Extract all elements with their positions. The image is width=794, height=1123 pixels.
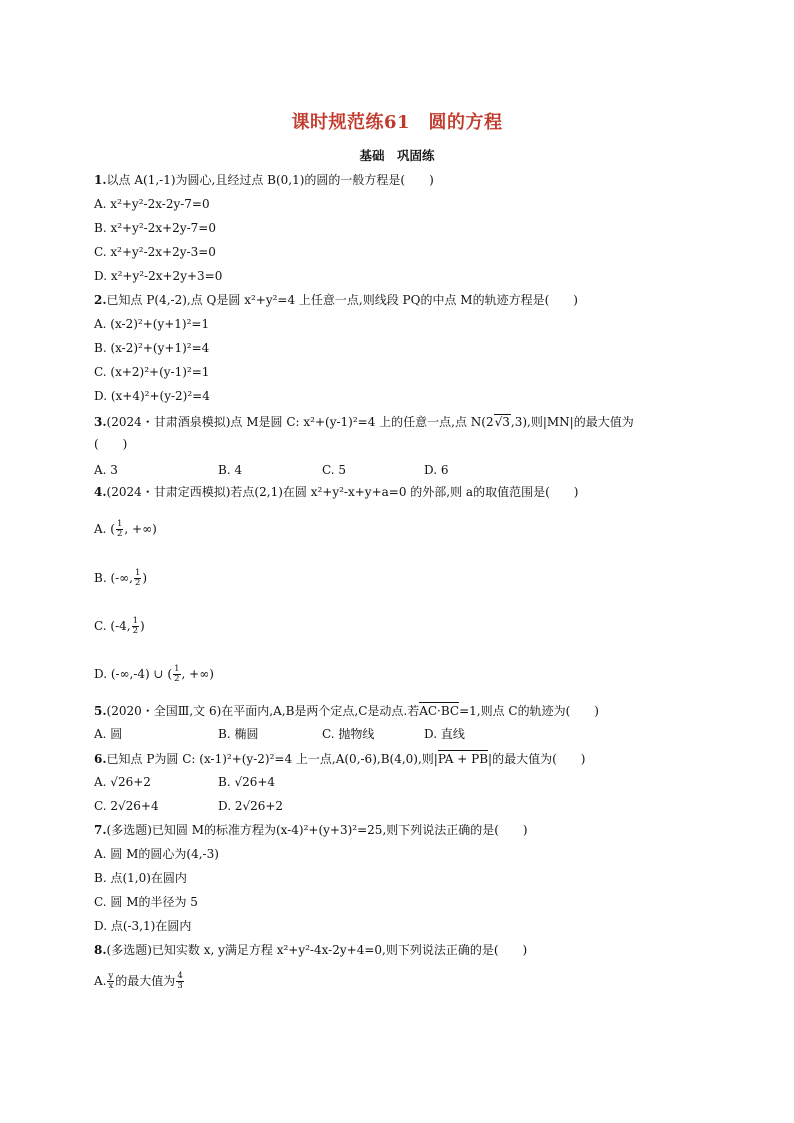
question-text-cont: |的最大值为( ) — [488, 752, 586, 766]
option-a: A. √26+2 — [94, 775, 151, 789]
section-heading: 基础 巩固练 — [359, 148, 435, 163]
question-text-cont: ,3),则|MN|的最大值为 — [510, 415, 634, 429]
option-d: D. 点(-3,1)在圆内 — [94, 919, 192, 933]
fraction — [132, 617, 139, 636]
option-d: D. 6 — [424, 463, 449, 477]
option-c: C. 5 — [322, 463, 347, 477]
question-text-cont: =1,则点 C的轨迹为( ) — [459, 704, 599, 718]
question-text: (多选题)已知圆 M的标准方程为(x-4)²+(y+3)²=25,则下列说法正确的是( ) — [106, 823, 528, 837]
answer-paren: ( ) — [94, 437, 128, 451]
option-a — [94, 972, 185, 991]
question-4 — [94, 484, 578, 500]
option-c: C. x²+y²-2x+2y-3=0 — [94, 245, 216, 259]
denominator: 2 — [135, 578, 141, 588]
option-d — [94, 665, 214, 684]
option-a: A. 圆 M的圆心为(4,-3) — [94, 847, 219, 861]
question-1 — [94, 172, 434, 188]
question-text: (2020・全国Ⅲ,文 6)在平面内,A,B是两个定点,C是动点.若 — [106, 704, 420, 718]
option-prefix: B. (-∞, — [94, 571, 133, 585]
option-d: D. (x+4)²+(y-2)²=4 — [94, 389, 210, 403]
option-prefix: A. — [94, 974, 107, 988]
question-number: 6. — [94, 752, 107, 766]
question-number: 1. — [94, 173, 107, 187]
option-prefix: D. (-∞,-4) ∪ ( — [94, 667, 173, 681]
fraction — [173, 665, 180, 684]
question-text: 已知点 P为圆 C: (x-1)²+(y-2)²=4 上一点,A(0,-6),B(4,0),则| — [106, 752, 438, 766]
question-number: 7. — [94, 823, 107, 837]
option-d: D. 2√26+2 — [218, 799, 284, 813]
numerator: 1 — [174, 664, 180, 674]
page-title: 课时规范练61 圆的方程 — [291, 112, 503, 133]
sqrt-value: √3 — [494, 415, 510, 429]
option-suffix: ) — [140, 619, 145, 633]
question-text: (多选题)已知实数 x, y满足方程 x²+y²-4x-2y+4=0,则下列说法正确的是( ) — [106, 943, 528, 957]
option-b — [94, 569, 147, 588]
option-suffix: ) — [142, 571, 148, 585]
question-text: 已知点 P(4,-2),点 Q是圆 x²+y²=4 上任意一点,则线段 PQ的中点 M的轨迹方程是( ) — [106, 293, 578, 307]
option-suffix: , +∞) — [124, 522, 157, 536]
question-2 — [94, 292, 578, 308]
question-number: 8. — [94, 943, 107, 957]
option-b: B. 点(1,0)在圆内 — [94, 871, 187, 885]
question-text: (2024・甘肃酒泉模拟)点 M是圆 C: x²+(y-1)²=4 上的任意一点,点 N(2 — [106, 415, 494, 429]
vector-product: AC·BC — [419, 704, 460, 718]
question-text: (2024・甘肃定西模拟)若点(2,1)在圆 x²+y²-x+y+a=0 的外部,则 a的取值范围是( ) — [106, 485, 579, 499]
denominator: 2 — [116, 529, 123, 539]
denominator: x — [108, 981, 114, 991]
option-a: A. (x-2)²+(y+1)²=1 — [94, 317, 210, 331]
option-a — [94, 520, 157, 539]
denominator: 2 — [132, 626, 138, 636]
option-a: A. 圆 — [94, 727, 123, 741]
option-c: C. 圆 M的半径为 5 — [94, 895, 198, 909]
question-number: 4. — [94, 485, 107, 499]
fraction — [176, 972, 183, 991]
question-number: 5. — [94, 704, 107, 718]
option-b: B. 4 — [218, 463, 243, 477]
numerator: 1 — [132, 616, 138, 626]
option-c: C. 抛物线 — [322, 727, 375, 741]
option-suffix: , +∞) — [181, 667, 214, 681]
question-8 — [94, 942, 527, 958]
option-b: B. x²+y²-2x+2y-7=0 — [94, 221, 216, 235]
option-b: B. √26+4 — [218, 775, 276, 789]
numerator: 1 — [116, 519, 123, 529]
question-7 — [94, 822, 528, 838]
option-a: A. x²+y²-2x-2y-7=0 — [94, 197, 210, 211]
option-d: D. 直线 — [424, 727, 465, 741]
question-3 — [94, 414, 634, 430]
option-c — [94, 617, 145, 636]
question-6 — [94, 750, 585, 767]
fraction — [116, 520, 123, 539]
option-b: B. 椭圆 — [218, 727, 259, 741]
question-number: 3. — [94, 415, 107, 429]
option-a: A. 3 — [94, 463, 118, 477]
option-b: B. (x-2)²+(y+1)²=4 — [94, 341, 210, 355]
numerator: y — [108, 971, 114, 981]
option-prefix: C. (-4, — [94, 619, 131, 633]
option-c: C. 2√26+4 — [94, 799, 159, 813]
fraction — [107, 972, 114, 991]
numerator: 4 — [177, 971, 183, 981]
fraction — [134, 569, 141, 588]
denominator: 3 — [177, 981, 183, 991]
option-text: 的最大值为 — [115, 974, 176, 988]
numerator: 1 — [135, 568, 141, 578]
question-5 — [94, 702, 599, 719]
denominator: 2 — [174, 674, 180, 684]
option-prefix: A. ( — [94, 522, 115, 536]
question-number: 2. — [94, 293, 107, 307]
option-d: D. x²+y²-2x+2y+3=0 — [94, 269, 223, 283]
question-text: 以点 A(1,-1)为圆心,且经过点 B(0,1)的圆的一般方程是( ) — [106, 173, 434, 187]
option-c: C. (x+2)²+(y-1)²=1 — [94, 365, 210, 379]
vector-sum: PA + PB — [437, 752, 489, 766]
